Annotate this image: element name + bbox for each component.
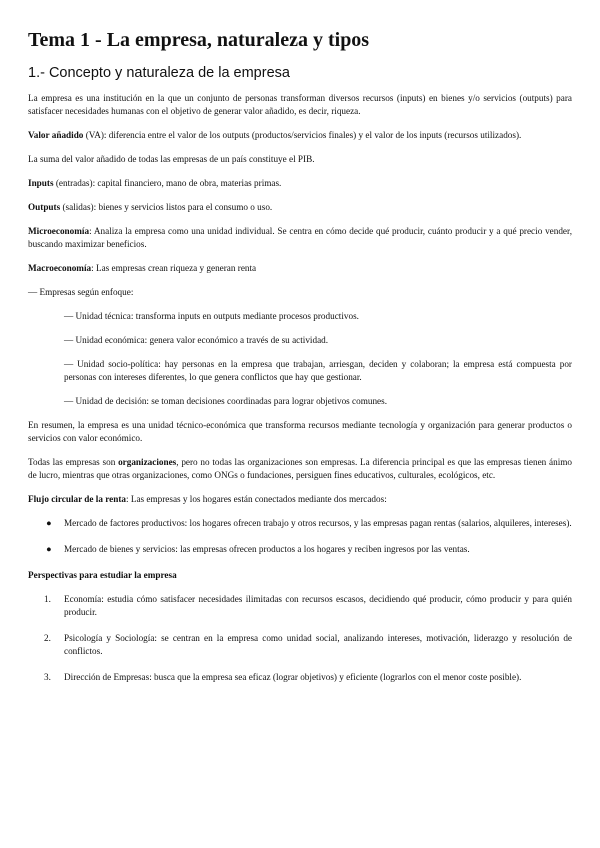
organizaciones-text-b: , pero no todas las organizaciones son empresas. La diferencia principal es que las empresas tienen ánimo de lucro, mientras que otras organizaciones, como ONGs o fundaciones, persiguen fines educativos, culturales, ecológicos, etc. — [28, 457, 572, 480]
valor-anadido-term: Valor añadido — [28, 130, 84, 140]
microeconomia-term: Microeconomía — [28, 226, 90, 236]
pib-paragraph: La suma del valor añadido de todas las empresas de un país constituye el PIB. — [28, 154, 315, 164]
outputs-text: (salidas): bienes y servicios listos para el consumo o uso. — [60, 202, 273, 212]
intro-paragraph: La empresa es una institución en la que un conjunto de personas transforman diversos recursos (inputs) en bienes y/o servicios (outputs) para satisfacer necesidades humanas con el objetivo de generar valor añadido, es decir, riqueza. — [28, 93, 572, 116]
list-item-text: Mercado de factores productivos: los hogares ofrecen trabajo y otros recursos, y las empresas pagan rentas (salarios, alquileres, intereses). — [64, 518, 572, 528]
microeconomia-text: : Analiza la empresa como una unidad individual. Se centra en cómo decide qué producir, cuánto producir y a qué precio vender, buscando maximizar beneficios. — [28, 226, 572, 249]
macroeconomia-term: Macroeconomía — [28, 263, 92, 273]
resumen-paragraph: En resumen, la empresa es una unidad técnico-económica que transforma recursos mediante tecnología y organización para generar productos o servicios con valor económico. — [28, 420, 572, 443]
list-number: 2. — [44, 633, 51, 643]
organizaciones-paragraph — [28, 456, 572, 482]
enfoque-heading: — Empresas según enfoque: — [28, 287, 134, 297]
macroeconomia-text: : Las empresas crean riqueza y generan renta — [91, 263, 257, 273]
list-item-text: Mercado de bienes y servicios: las empresas ofrecen productos a los hogares y reciben ingresos por las ventas. — [64, 544, 470, 554]
flujo-term: Flujo circular de la renta — [28, 494, 126, 504]
valor-anadido-text: (VA): diferencia entre el valor de los outputs (productos/servicios finales) y el valor de los inputs (recursos utilizados). — [83, 130, 522, 140]
perspectivas-heading — [28, 569, 572, 582]
inputs-text: (entradas): capital financiero, mano de obra, materias primas. — [53, 178, 282, 188]
list-item — [28, 671, 572, 684]
enfoque-item: — Unidad económica: genera valor económico a través de su actividad. — [64, 335, 329, 345]
bullet-icon: ● — [46, 518, 52, 528]
list-item — [28, 632, 572, 658]
list-number: 3. — [44, 672, 51, 682]
bullet-icon: ● — [46, 544, 52, 554]
perspectivas-title: Perspectivas para estudiar la empresa — [28, 570, 177, 580]
organizaciones-text-a: Todas las empresas son — [28, 457, 119, 467]
enfoque-item: — Unidad socio-política: hay personas en la empresa que trabajan, arriesgan, deciden y colaboran; la empresa está compuesta por personas con intereses diferentes, lo que genera conflictos que hay que gestionar. — [64, 359, 572, 382]
section-heading: 1.- Concepto y naturaleza de la empresa — [28, 65, 290, 81]
list-item — [28, 593, 572, 619]
page-title: Tema 1 - La empresa, naturaleza y tipos — [28, 29, 370, 51]
perspectivas-list — [28, 593, 572, 684]
microeconomia-paragraph — [28, 225, 572, 251]
valor-anadido-paragraph — [28, 129, 572, 142]
list-item-text: Economía: estudia cómo satisfacer necesidades ilimitadas con recursos escasos, decidiendo qué producir, cómo producir y para quién producir. — [64, 594, 572, 617]
list-item-text: Psicología y Sociología: se centran en la empresa como unidad social, analizando intereses, motivación, liderazgo y resolución de conflictos. — [64, 633, 572, 656]
inputs-paragraph — [28, 177, 572, 190]
flujo-text: : Las empresas y los hogares están conectados mediante dos mercados: — [126, 494, 387, 504]
list-item — [28, 543, 572, 556]
list-item-text: Dirección de Empresas: busca que la empresa sea eficaz (lograr objetivos) y eficiente (lograrlos con el menor coste posible). — [64, 672, 522, 682]
enfoque-item: — Unidad técnica: transforma inputs en outputs mediante procesos productivos. — [64, 311, 359, 321]
outputs-paragraph — [28, 201, 572, 214]
mercados-list — [28, 517, 572, 556]
list-item — [28, 517, 572, 530]
organizaciones-term: organizaciones — [118, 457, 177, 467]
flujo-paragraph — [28, 493, 572, 506]
enfoque-item: — Unidad de decisión: se toman decisiones coordinadas para lograr objetivos comunes. — [64, 396, 388, 406]
outputs-term: Outputs — [28, 202, 61, 212]
macroeconomia-paragraph — [28, 262, 572, 275]
list-number: 1. — [44, 594, 51, 604]
inputs-term: Inputs — [28, 178, 54, 188]
